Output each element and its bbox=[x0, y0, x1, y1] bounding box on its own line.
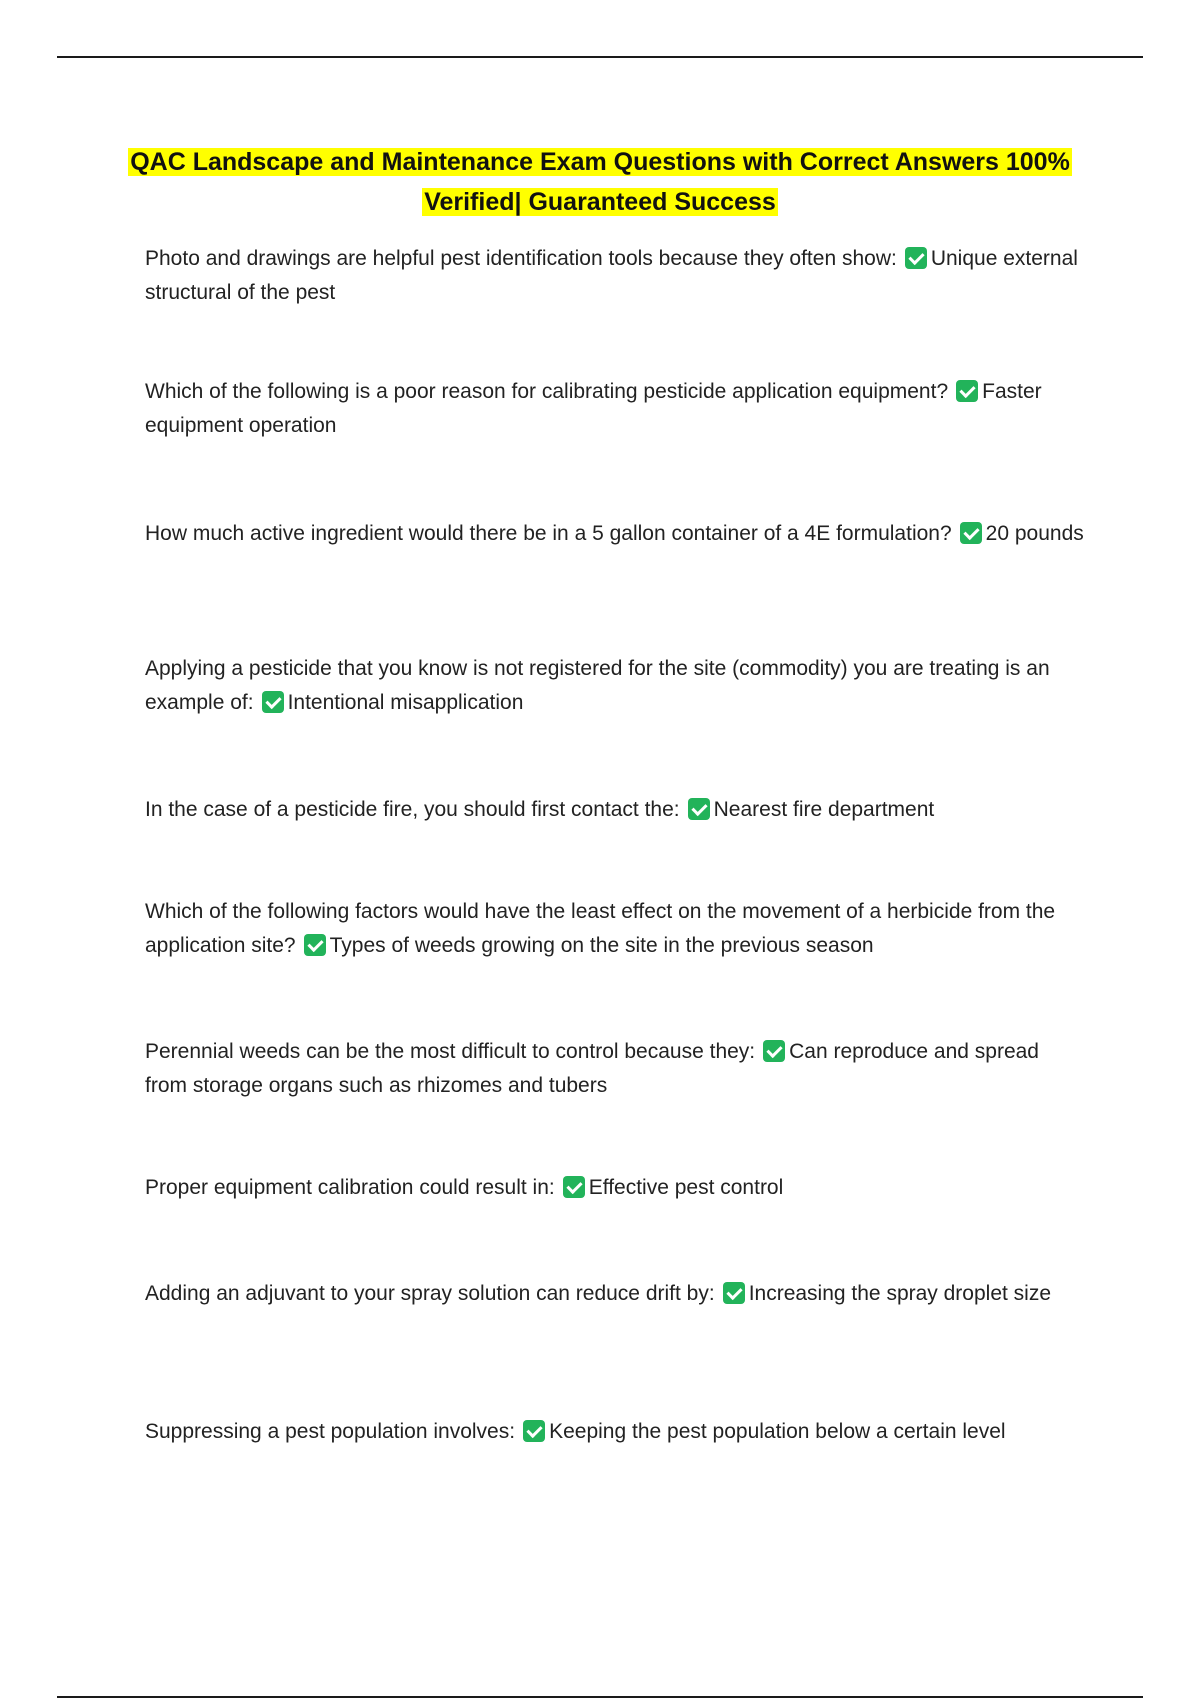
answer-text: Keeping the pest population below a certain level bbox=[549, 1420, 1006, 1443]
answer-text: Unique external structural of the pest bbox=[145, 247, 1078, 304]
title-line-2: Verified| Guaranteed Success bbox=[424, 188, 776, 216]
qa-item bbox=[145, 1035, 1085, 1103]
question-text: Proper equipment calibration could result in: bbox=[145, 1176, 555, 1199]
qa-item bbox=[145, 652, 1085, 720]
qa-item bbox=[145, 1171, 1085, 1205]
question-text: Adding an adjuvant to your spray solution can reduce drift by: bbox=[145, 1282, 715, 1305]
title-line-1: QAC Landscape and Maintenance Exam Questions with Correct Answers 100% bbox=[130, 148, 1070, 176]
check-mark-icon bbox=[905, 247, 927, 269]
page-title bbox=[100, 142, 1100, 222]
qa-item bbox=[145, 895, 1085, 963]
question-text: Photo and drawings are helpful pest identification tools because they often show: bbox=[145, 247, 897, 270]
qa-item bbox=[145, 1277, 1085, 1311]
check-mark-icon bbox=[956, 380, 978, 402]
answer-text: Increasing the spray droplet size bbox=[748, 1282, 1052, 1305]
question-text: Suppressing a pest population involves: bbox=[145, 1420, 516, 1443]
check-mark-icon bbox=[262, 691, 284, 713]
answer-text: Faster equipment operation bbox=[145, 380, 1042, 437]
answer-text: Types of weeds growing on the site in the previous season bbox=[329, 934, 874, 957]
qa-item bbox=[145, 242, 1085, 310]
check-mark-icon bbox=[960, 522, 982, 544]
bottom-rule bbox=[57, 1696, 1143, 1698]
qa-item bbox=[145, 517, 1085, 551]
qa-item bbox=[145, 375, 1085, 443]
check-mark-icon bbox=[523, 1420, 545, 1442]
check-mark-icon bbox=[304, 934, 326, 956]
answer-text: Nearest fire department bbox=[713, 798, 935, 821]
check-mark-icon bbox=[763, 1040, 785, 1062]
qa-item bbox=[145, 1415, 1085, 1449]
qa-item bbox=[145, 793, 1085, 827]
check-mark-icon bbox=[688, 798, 710, 820]
answer-text: Effective pest control bbox=[588, 1176, 784, 1199]
question-text: Which of the following is a poor reason for calibrating pesticide application equipment? bbox=[145, 380, 949, 403]
question-text: Perennial weeds can be the most difficult to control because they: bbox=[145, 1040, 756, 1063]
answer-text: Intentional misapplication bbox=[287, 691, 524, 714]
answer-text: Can reproduce and spread from storage organs such as rhizomes and tubers bbox=[145, 1040, 1039, 1097]
question-text: How much active ingredient would there be in a 5 gallon container of a 4E formulation? bbox=[145, 522, 952, 545]
check-mark-icon bbox=[563, 1176, 585, 1198]
check-mark-icon bbox=[723, 1282, 745, 1304]
question-text: In the case of a pesticide fire, you should first contact the: bbox=[145, 798, 680, 821]
answer-text: 20 pounds bbox=[985, 522, 1084, 545]
top-rule bbox=[57, 56, 1143, 58]
question-text: Which of the following factors would have the least effect on the movement of a herbicide from the application site? bbox=[145, 900, 1056, 957]
question-text: Applying a pesticide that you know is not registered for the site (commodity) you are treating is an example of: bbox=[145, 657, 1050, 714]
